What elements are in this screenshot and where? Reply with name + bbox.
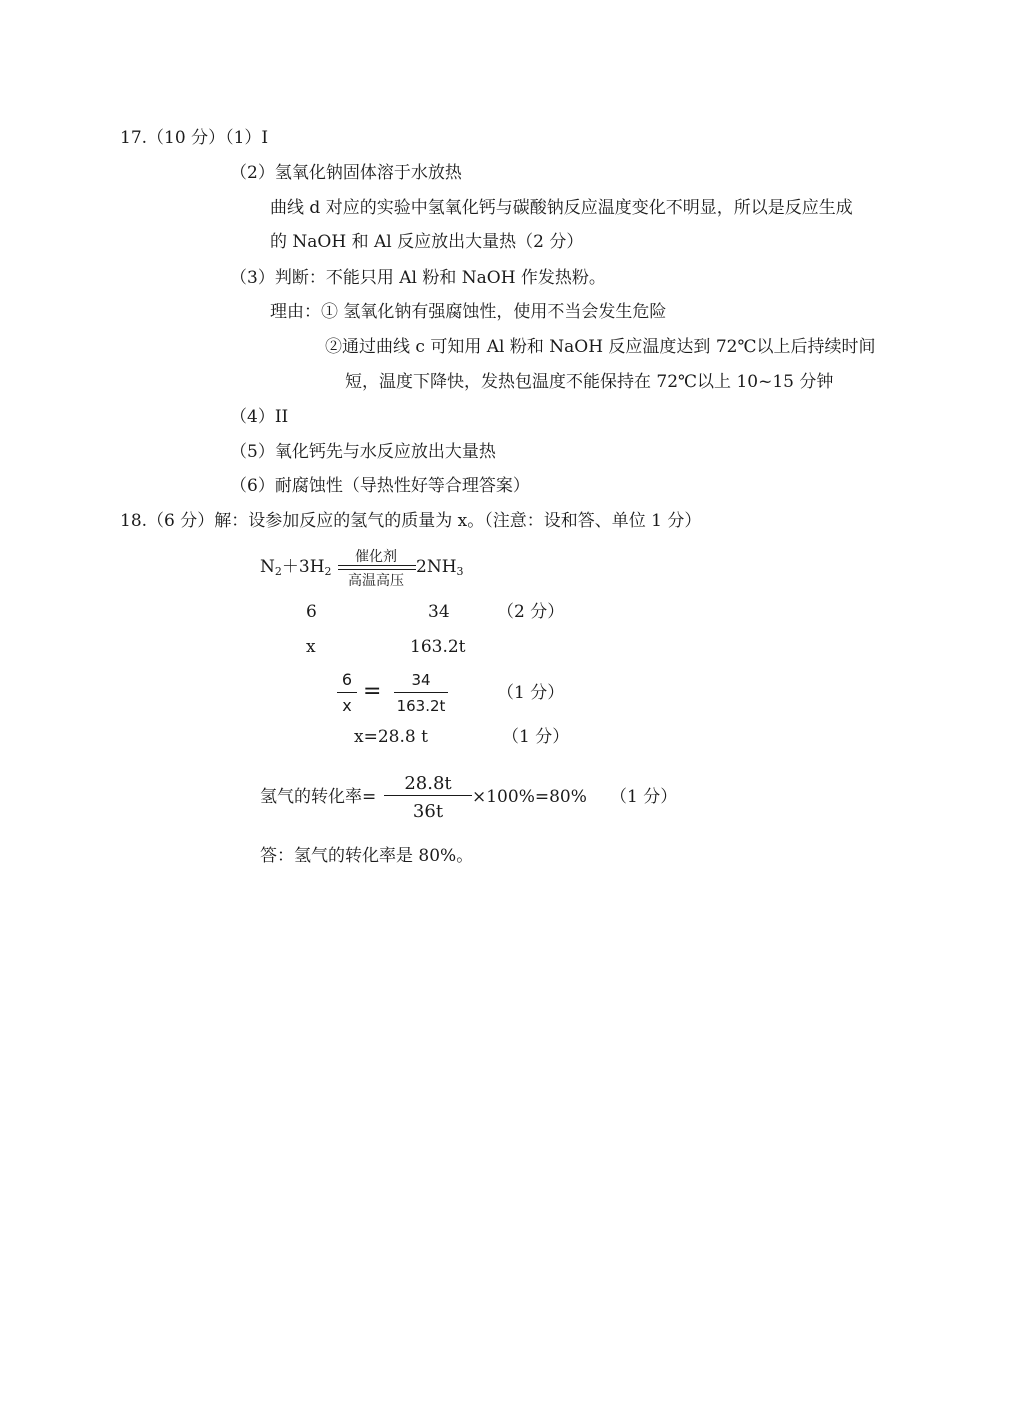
proportion-equals: = — [363, 679, 382, 704]
q17-part6: （6）耐腐蚀性（导热性好等合理答案） — [230, 476, 530, 496]
equation-plus-h: ＋3H — [281, 557, 325, 577]
ratio-nh3: 34 — [428, 602, 450, 622]
conversion-label: 氢气的转化率= — [260, 787, 377, 807]
equation-h-subscript: 2 — [324, 565, 332, 578]
q17-part2-title: （2）氢氧化钠固体溶于水放热 — [230, 163, 462, 183]
equation-catalyst: 催化剂 — [355, 549, 397, 565]
equation-conditions: 高温高压 — [348, 573, 404, 589]
q17-part5: （5）氧化钙先与水反应放出大量热 — [230, 442, 496, 462]
equation-double-bar-bottom — [338, 569, 416, 570]
conversion-score: （1 分） — [610, 787, 678, 807]
final-answer: 答：氢气的转化率是 80%。 — [260, 846, 474, 866]
proportion-left-denominator: x — [342, 696, 352, 715]
q17-part3-reason1: 理由：① 氢氧化钠有强腐蚀性，使用不当会发生危险 — [270, 302, 667, 322]
proportion-right-bar — [394, 692, 448, 693]
unknown-h2: x — [306, 637, 316, 657]
q17-part3-reason2-line2: 短，温度下降快，发热包温度不能保持在 72℃以上 10~15 分钟 — [345, 372, 834, 392]
q18-heading: 18.（6 分）解：设参加反应的氢气的质量为 x。（注意：设和答、单位 1 分） — [120, 511, 702, 531]
q17-part2-line2: 的 NaOH 和 Al 反应放出大量热（2 分） — [270, 232, 584, 252]
ratio-h2: 6 — [306, 602, 317, 622]
proportion-right-denominator: 163.2t — [396, 697, 446, 715]
unknown-nh3: 163.2t — [410, 637, 466, 657]
proportion-score: （1 分） — [497, 683, 565, 703]
ratio-score: （2 分） — [497, 602, 565, 622]
conversion-tail: ×100%=80% — [472, 787, 587, 807]
conversion-bar — [384, 795, 472, 796]
x-score: （1 分） — [502, 727, 570, 747]
equation-right — [416, 556, 464, 578]
proportion-left-bar — [337, 692, 357, 693]
q17-part4: （4）II — [230, 407, 289, 427]
q17-part3-reason2-line1: ②通过曲线 c 可知用 Al 粉和 NaOH 反应温度达到 72℃以上后持续时间 — [325, 337, 876, 357]
x-result: x=28.8 t — [354, 727, 428, 747]
proportion-right-numerator: 34 — [411, 671, 431, 689]
q17-part3-title: （3）判断：不能只用 Al 粉和 NaOH 作发热粉。 — [230, 268, 606, 288]
equation-left — [260, 556, 332, 578]
conversion-denominator: 36t — [412, 801, 444, 822]
proportion-left-numerator: 6 — [341, 670, 353, 689]
equation-n: N — [260, 557, 275, 577]
equation-nh: 2NH — [416, 557, 457, 577]
equation-n-subscript: 2 — [274, 565, 282, 578]
q17-part2-line1: 曲线 d 对应的实验中氢氧化钙与碳酸钠反应温度变化不明显，所以是反应生成 — [270, 198, 853, 218]
equation-nh-subscript: 3 — [456, 565, 464, 578]
conversion-numerator: 28.8t — [404, 773, 452, 794]
q17-heading: 17.（10 分）（1）I — [120, 128, 269, 148]
equation-double-bar-top — [338, 565, 416, 566]
